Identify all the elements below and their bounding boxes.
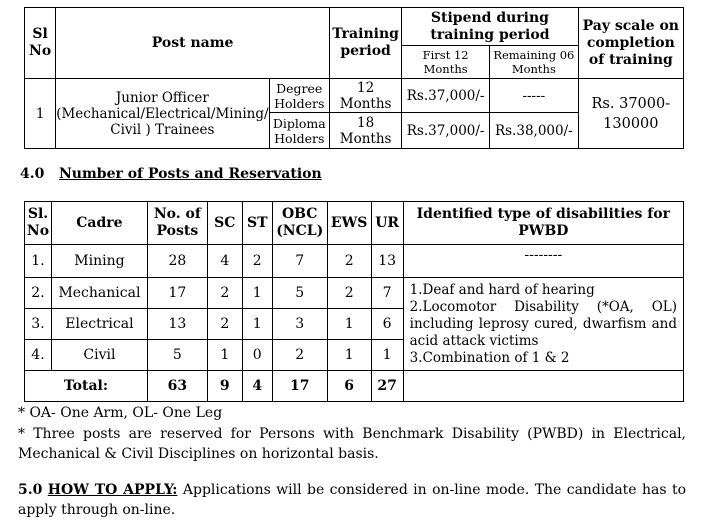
qualification-degree: Degree Holders bbox=[269, 79, 329, 113]
section-4-heading bbox=[20, 166, 322, 182]
period-degree: 12 Months bbox=[329, 79, 401, 113]
pwbd-item-3: 3.Combination of 1 & 2 bbox=[409, 349, 570, 366]
header-sl-no: Sl No bbox=[25, 8, 56, 79]
cell-ur: 13 bbox=[371, 245, 403, 278]
header-first-12-months: First 12 Months bbox=[402, 46, 490, 79]
cell-sl: 4. bbox=[25, 340, 52, 371]
table-row bbox=[25, 245, 684, 278]
header-post-name: Post name bbox=[56, 8, 330, 79]
cell-ur: 1 bbox=[371, 340, 403, 371]
cell-obc: 2 bbox=[272, 340, 327, 371]
cell-sc: 2 bbox=[207, 278, 242, 309]
cell-sc: 4 bbox=[207, 245, 242, 278]
note-pwbd-reservation: * Three posts are reserved for Persons with Benchmark Disability (PWBD) in Electrical, Mechanical & Civil Disciplines on horizontal basis. bbox=[18, 426, 686, 462]
cell-obc: 7 bbox=[272, 245, 327, 278]
header-training-period: Training period bbox=[329, 8, 401, 79]
cell-st: 1 bbox=[242, 278, 272, 309]
table-row bbox=[25, 278, 684, 309]
stipend-first-degree: Rs.37,000/- bbox=[402, 79, 490, 113]
qualification-diploma: Diploma Holders bbox=[269, 113, 329, 149]
cell-sl: 1. bbox=[25, 245, 52, 278]
cell-sc: 2 bbox=[207, 309, 242, 340]
total-label: Total: bbox=[25, 371, 148, 402]
pwbd-dashes: -------- bbox=[403, 245, 683, 278]
cell-obc: 5 bbox=[272, 278, 327, 309]
post-name-cell: Junior Officer (Mechanical/Electrical/Mining/ Civil ) Trainees bbox=[56, 79, 269, 149]
cell-sl: 2. bbox=[25, 278, 52, 309]
header-cadre: Cadre bbox=[51, 202, 147, 245]
total-ews: 6 bbox=[327, 371, 371, 402]
cell-st: 1 bbox=[242, 309, 272, 340]
section-5-title: HOW TO APPLY: bbox=[47, 482, 178, 498]
cell-ews: 1 bbox=[327, 340, 371, 371]
cell-posts: 28 bbox=[147, 245, 207, 278]
total-sc: 9 bbox=[207, 371, 242, 402]
cell-cadre: Electrical bbox=[51, 309, 147, 340]
header-obc: OBC (NCL) bbox=[272, 202, 327, 245]
header-remaining-06-months: Remaining 06 Months bbox=[490, 46, 579, 79]
section-5-text: Applications will be considered in on-line mode. The candidate has to apply through on-line. bbox=[18, 482, 686, 518]
cell-ews: 2 bbox=[327, 245, 371, 278]
cell-st: 0 bbox=[242, 340, 272, 371]
cell-ews: 2 bbox=[327, 278, 371, 309]
cell-posts: 17 bbox=[147, 278, 207, 309]
cell-sl: 3. bbox=[25, 309, 52, 340]
pwbd-item-1: 1.Deaf and hard of hearing bbox=[409, 281, 595, 298]
section-5-paragraph bbox=[18, 480, 686, 520]
cell-sc: 1 bbox=[207, 340, 242, 371]
section-4-title: Number of Posts and Reservation bbox=[58, 166, 322, 182]
header-sl: Sl. No bbox=[25, 202, 52, 245]
stipend-remaining-degree: ----- bbox=[490, 79, 579, 113]
reservation-table bbox=[24, 201, 684, 402]
total-ur: 27 bbox=[371, 371, 403, 402]
cell-cadre: Civil bbox=[51, 340, 147, 371]
total-pwbd-empty bbox=[403, 371, 683, 402]
header-st: ST bbox=[242, 202, 272, 245]
cell-st: 2 bbox=[242, 245, 272, 278]
pwbd-disabilities-cell bbox=[403, 278, 683, 371]
stipend-remaining-diploma: Rs.38,000/- bbox=[490, 113, 579, 149]
total-row bbox=[25, 371, 684, 402]
posts-stipend-table bbox=[24, 7, 684, 149]
header-pay-scale: Pay scale on completion of training bbox=[578, 8, 683, 79]
header-ews: EWS bbox=[327, 202, 371, 245]
cell-ur: 7 bbox=[371, 278, 403, 309]
cell-posts: 5 bbox=[147, 340, 207, 371]
header-no-of-posts: No. of Posts bbox=[147, 202, 207, 245]
section-4-number: 4.0 bbox=[20, 166, 45, 182]
cell-ews: 1 bbox=[327, 309, 371, 340]
row-sl: 1 bbox=[25, 79, 56, 149]
cell-ur: 6 bbox=[371, 309, 403, 340]
note-oa-ol: * OA- One Arm, OL- One Leg bbox=[18, 405, 223, 421]
total-posts: 63 bbox=[147, 371, 207, 402]
cell-cadre: Mechanical bbox=[51, 278, 147, 309]
total-obc: 17 bbox=[272, 371, 327, 402]
header-ur: UR bbox=[371, 202, 403, 245]
header-stipend: Stipend during training period bbox=[402, 8, 578, 46]
pay-scale-cell: Rs. 37000-130000 bbox=[578, 79, 683, 149]
section-5-number: 5.0 bbox=[18, 482, 43, 498]
total-st: 4 bbox=[242, 371, 272, 402]
cell-obc: 3 bbox=[272, 309, 327, 340]
header-pwbd: Identified type of disabilities for PWBD bbox=[403, 202, 683, 245]
stipend-first-diploma: Rs.37,000/- bbox=[402, 113, 490, 149]
period-diploma: 18 Months bbox=[329, 113, 401, 149]
cell-posts: 13 bbox=[147, 309, 207, 340]
pwbd-item-2: 2.Locomotor Disability (*OA, OL) including leprosy cured, dwarfism and acid attack victims bbox=[409, 298, 677, 349]
cell-cadre: Mining bbox=[51, 245, 147, 278]
header-sc: SC bbox=[207, 202, 242, 245]
